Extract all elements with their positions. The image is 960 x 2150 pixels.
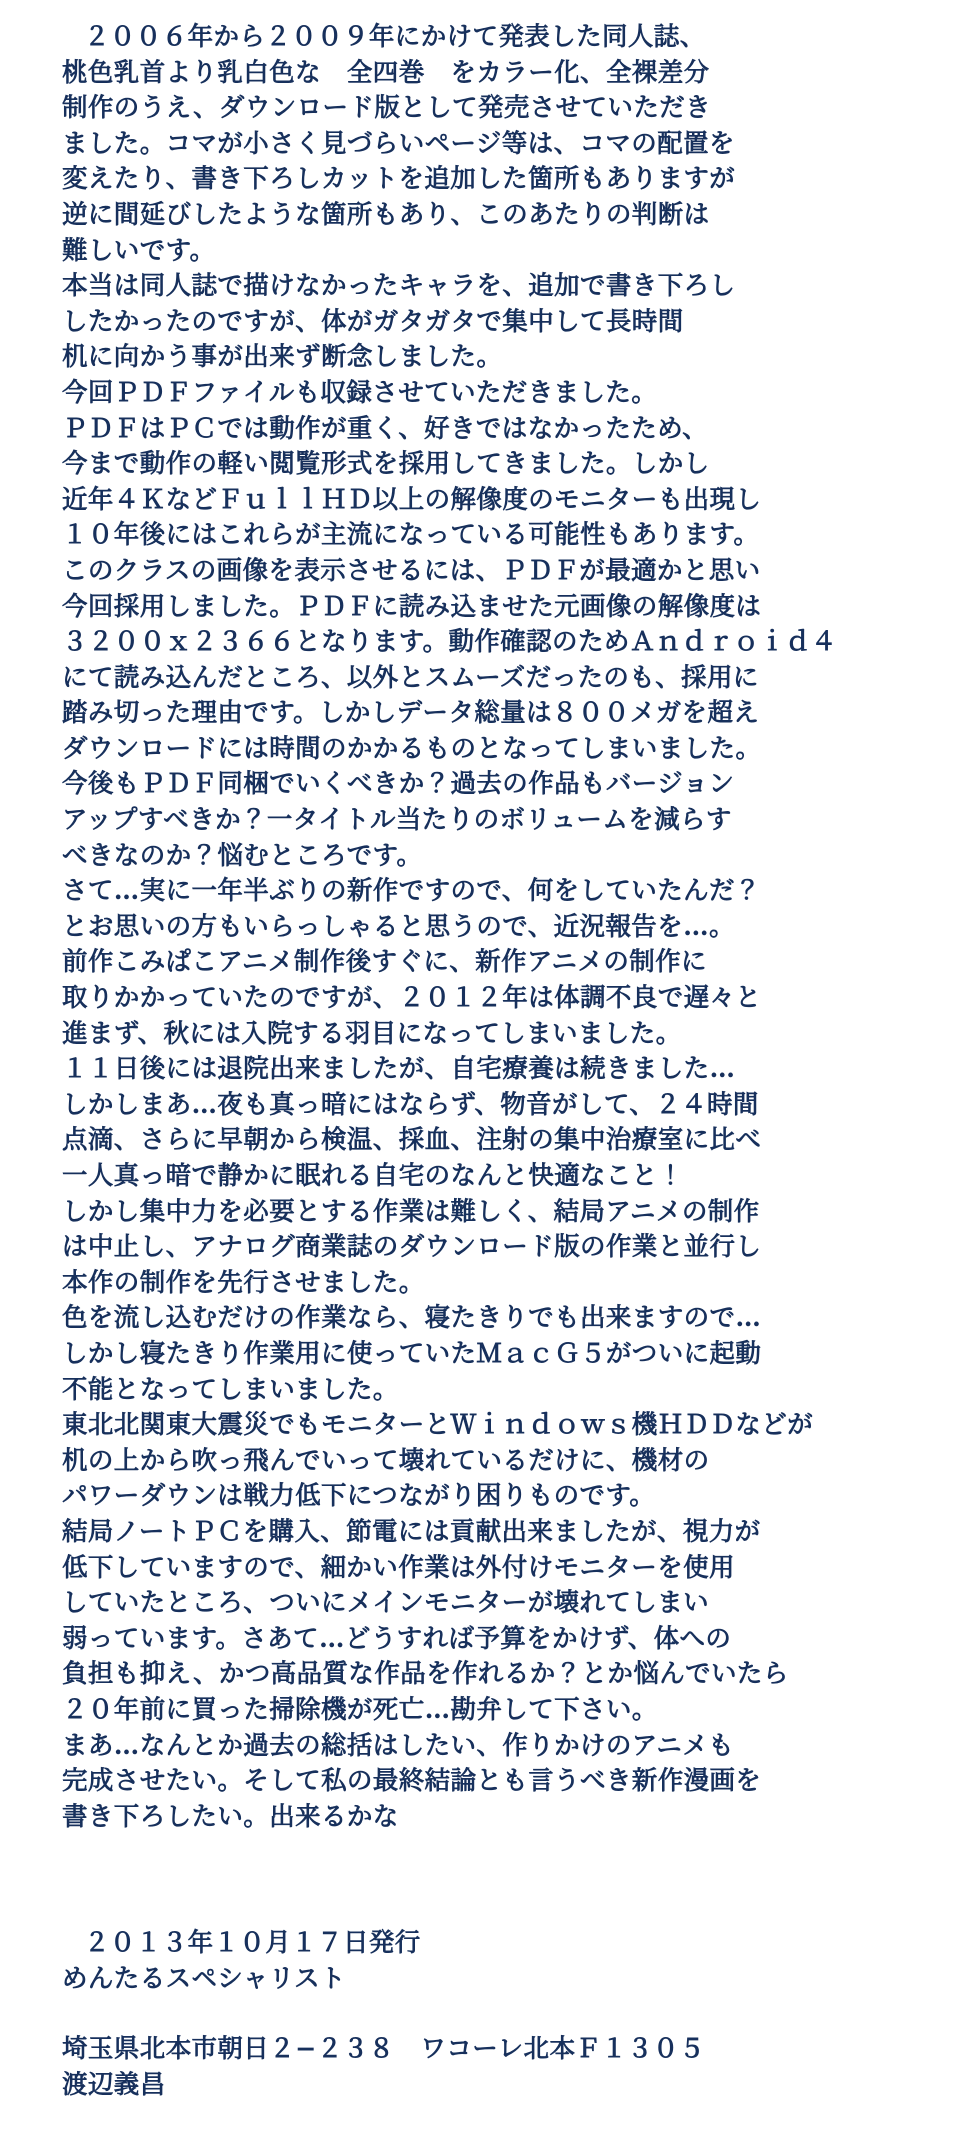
afterword-line: 踏み切った理由です。しかしデータ総量は８００メガを超え [62,698,760,729]
afterword-line: ダウンロードには時間のかかるものとなってしまいました。 [62,733,762,764]
afterword-line: 制作のうえ、ダウンロード版として発売させていただき [62,93,712,124]
afterword-line: 今まで動作の軽い閲覧形式を採用してきました。しかし [62,449,710,480]
afterword-text-block [62,20,902,1835]
afterword-line: しかし集中力を必要とする作業は難しく、結局アニメの制作 [62,1196,760,1227]
colophon-spacer [62,1997,902,2032]
afterword-line: 書き下ろしたい。出来るかな [62,1801,399,1832]
afterword-line: このクラスの画像を表示させるには、ＰＤＦが最適かと思い [62,555,761,586]
afterword-line: しかし寝たきり作業用に使っていたＭａｃＧ５がついに起動 [62,1338,762,1369]
afterword-line: は中止し、アナログ商業誌のダウンロード版の作業と並行し [62,1232,762,1263]
afterword-line: さて…実に一年半ぶりの新作ですので、何をしていたんだ？ [62,876,761,907]
afterword-line: 東北北関東大震災でもモニターとＷｉｎｄｏｗｓ機ＨＤＤなどが [62,1410,814,1441]
afterword-line: 逆に間延びしたような箇所もあり、このあたりの判断は [62,199,710,230]
afterword-line: アップすべきか？一タイトル当たりのボリュームを減らす [62,805,732,836]
afterword-line: 桃色乳首より乳白色な 全四巻 をカラー化、全裸差分 [62,57,710,88]
afterword-line: 不能となってしまいました。 [62,1374,399,1405]
afterword-line: べきなのか？悩むところです。 [62,840,423,871]
afterword-line: 色を流し込むだけの作業なら、寝たきりでも出来ますので… [62,1303,762,1334]
afterword-line: していたところ、ついにメインモニターが壊れてしまい [62,1588,709,1619]
afterword-line: 今回採用しました。ＰＤＦに読み込ませた元画像の解像度は [62,591,762,622]
afterword-line: 今後もＰＤＦ同梱でいくべきか？過去の作品もバージョン [62,769,735,800]
afterword-line: 前作こみぱこアニメ制作後すぐに、新作アニメの制作に [62,947,707,978]
afterword-line: にて読み込んだところ、以外とスムーズだったのも、採用に [62,662,759,693]
afterword-line: ２０年前に買った掃除機が死亡…勘弁して下さい。 [62,1694,658,1725]
afterword-line: 机に向かう事が出来ず断念しました。 [62,342,503,373]
afterword-line: まあ…なんとか過去の総括はしたい、作りかけのアニメも [62,1730,735,1761]
afterword-line: 今回ＰＤＦファイルも収録させていただきました。 [62,377,658,408]
afterword-line: 一人真っ暗で静かに眠れる自宅のなんと快適なこと！ [62,1161,684,1191]
afterword-line: 負担も抑え、かつ高品質な作品を作れるか？とか悩んでいたら [62,1659,789,1690]
author-name: 渡辺義昌 [62,2069,166,2100]
afterword-line: 難しいです。 [62,235,216,266]
afterword-line: パワーダウンは戦力低下につながり困りものです。 [62,1481,656,1512]
afterword-line: しかしまあ…夜も真っ暗にはならず、物音がして、２４時間 [62,1089,759,1120]
afterword-line: したかったのですが、体がガタガタで集中して長時間 [62,306,684,337]
afterword-line: 近年４ＫなどＦｕｌｌＨＤ以上の解像度のモニターも出現し [62,484,762,515]
afterword-line: 低下していますので、細かい作業は外付けモニターを使用 [62,1552,735,1583]
afterword-line: 弱っています。さあて…どうすれば予算をかけず、体への [62,1623,732,1654]
afterword-line: 本作の制作を先行させました。 [62,1267,425,1298]
afterword-line: １０年後にはこれらが主流になっている可能性もあります。 [62,520,760,551]
publisher-name: めんたるスペシャリスト [62,1963,346,1994]
publication-date: ２０１３年１０月１７日発行 [84,1928,421,1958]
afterword-line: 取りかかっていたのですが、２０１２年は体調不良で遅々と [62,983,762,1014]
publisher-address: 埼玉県北本市朝日２−２３８ ワコーレ北本Ｆ１３０５ [62,2034,705,2065]
afterword-line: ＰＤＦはＰＣでは動作が重く、好きではなかったため、 [62,413,708,444]
afterword-line: １１日後には退院出来ましたが、自宅療養は続きました… [62,1054,736,1085]
colophon-block [62,1926,902,2103]
afterword-line: ２００６年から２００９年にかけて発表した同人誌、 [84,22,706,52]
afterword-line: 進まず、秋には入院する羽目になってしまいました。 [62,1018,682,1049]
afterword-line: 変えたり、書き下ろしカットを追加した箇所もありますが [62,164,736,195]
afterword-line: とお思いの方もいらっしゃると思うので、近況報告を…。 [62,911,735,942]
afterword-line: ました。コマが小さく見づらいページ等は、コマの配置を [62,128,735,159]
afterword-line: ３２００ｘ２３６６となります。動作確認のためＡｎｄｒｏｉｄ４ [62,627,837,658]
afterword-line: 本当は同人誌で描けなかったキャラを、追加で書き下ろし [62,271,736,302]
afterword-line: 机の上から吹っ飛んでいって壊れているだけに、機材の [62,1445,710,1476]
afterword-line: 結局ノートＰＣを購入、節電には貢献出来ましたが、視力が [62,1516,761,1547]
afterword-line: 点滴、さらに早朝から検温、採血、注射の集中治療室に比べ [62,1125,762,1156]
afterword-line: 完成させたい。そして私の最終結論とも言うべき新作漫画を [62,1766,762,1797]
